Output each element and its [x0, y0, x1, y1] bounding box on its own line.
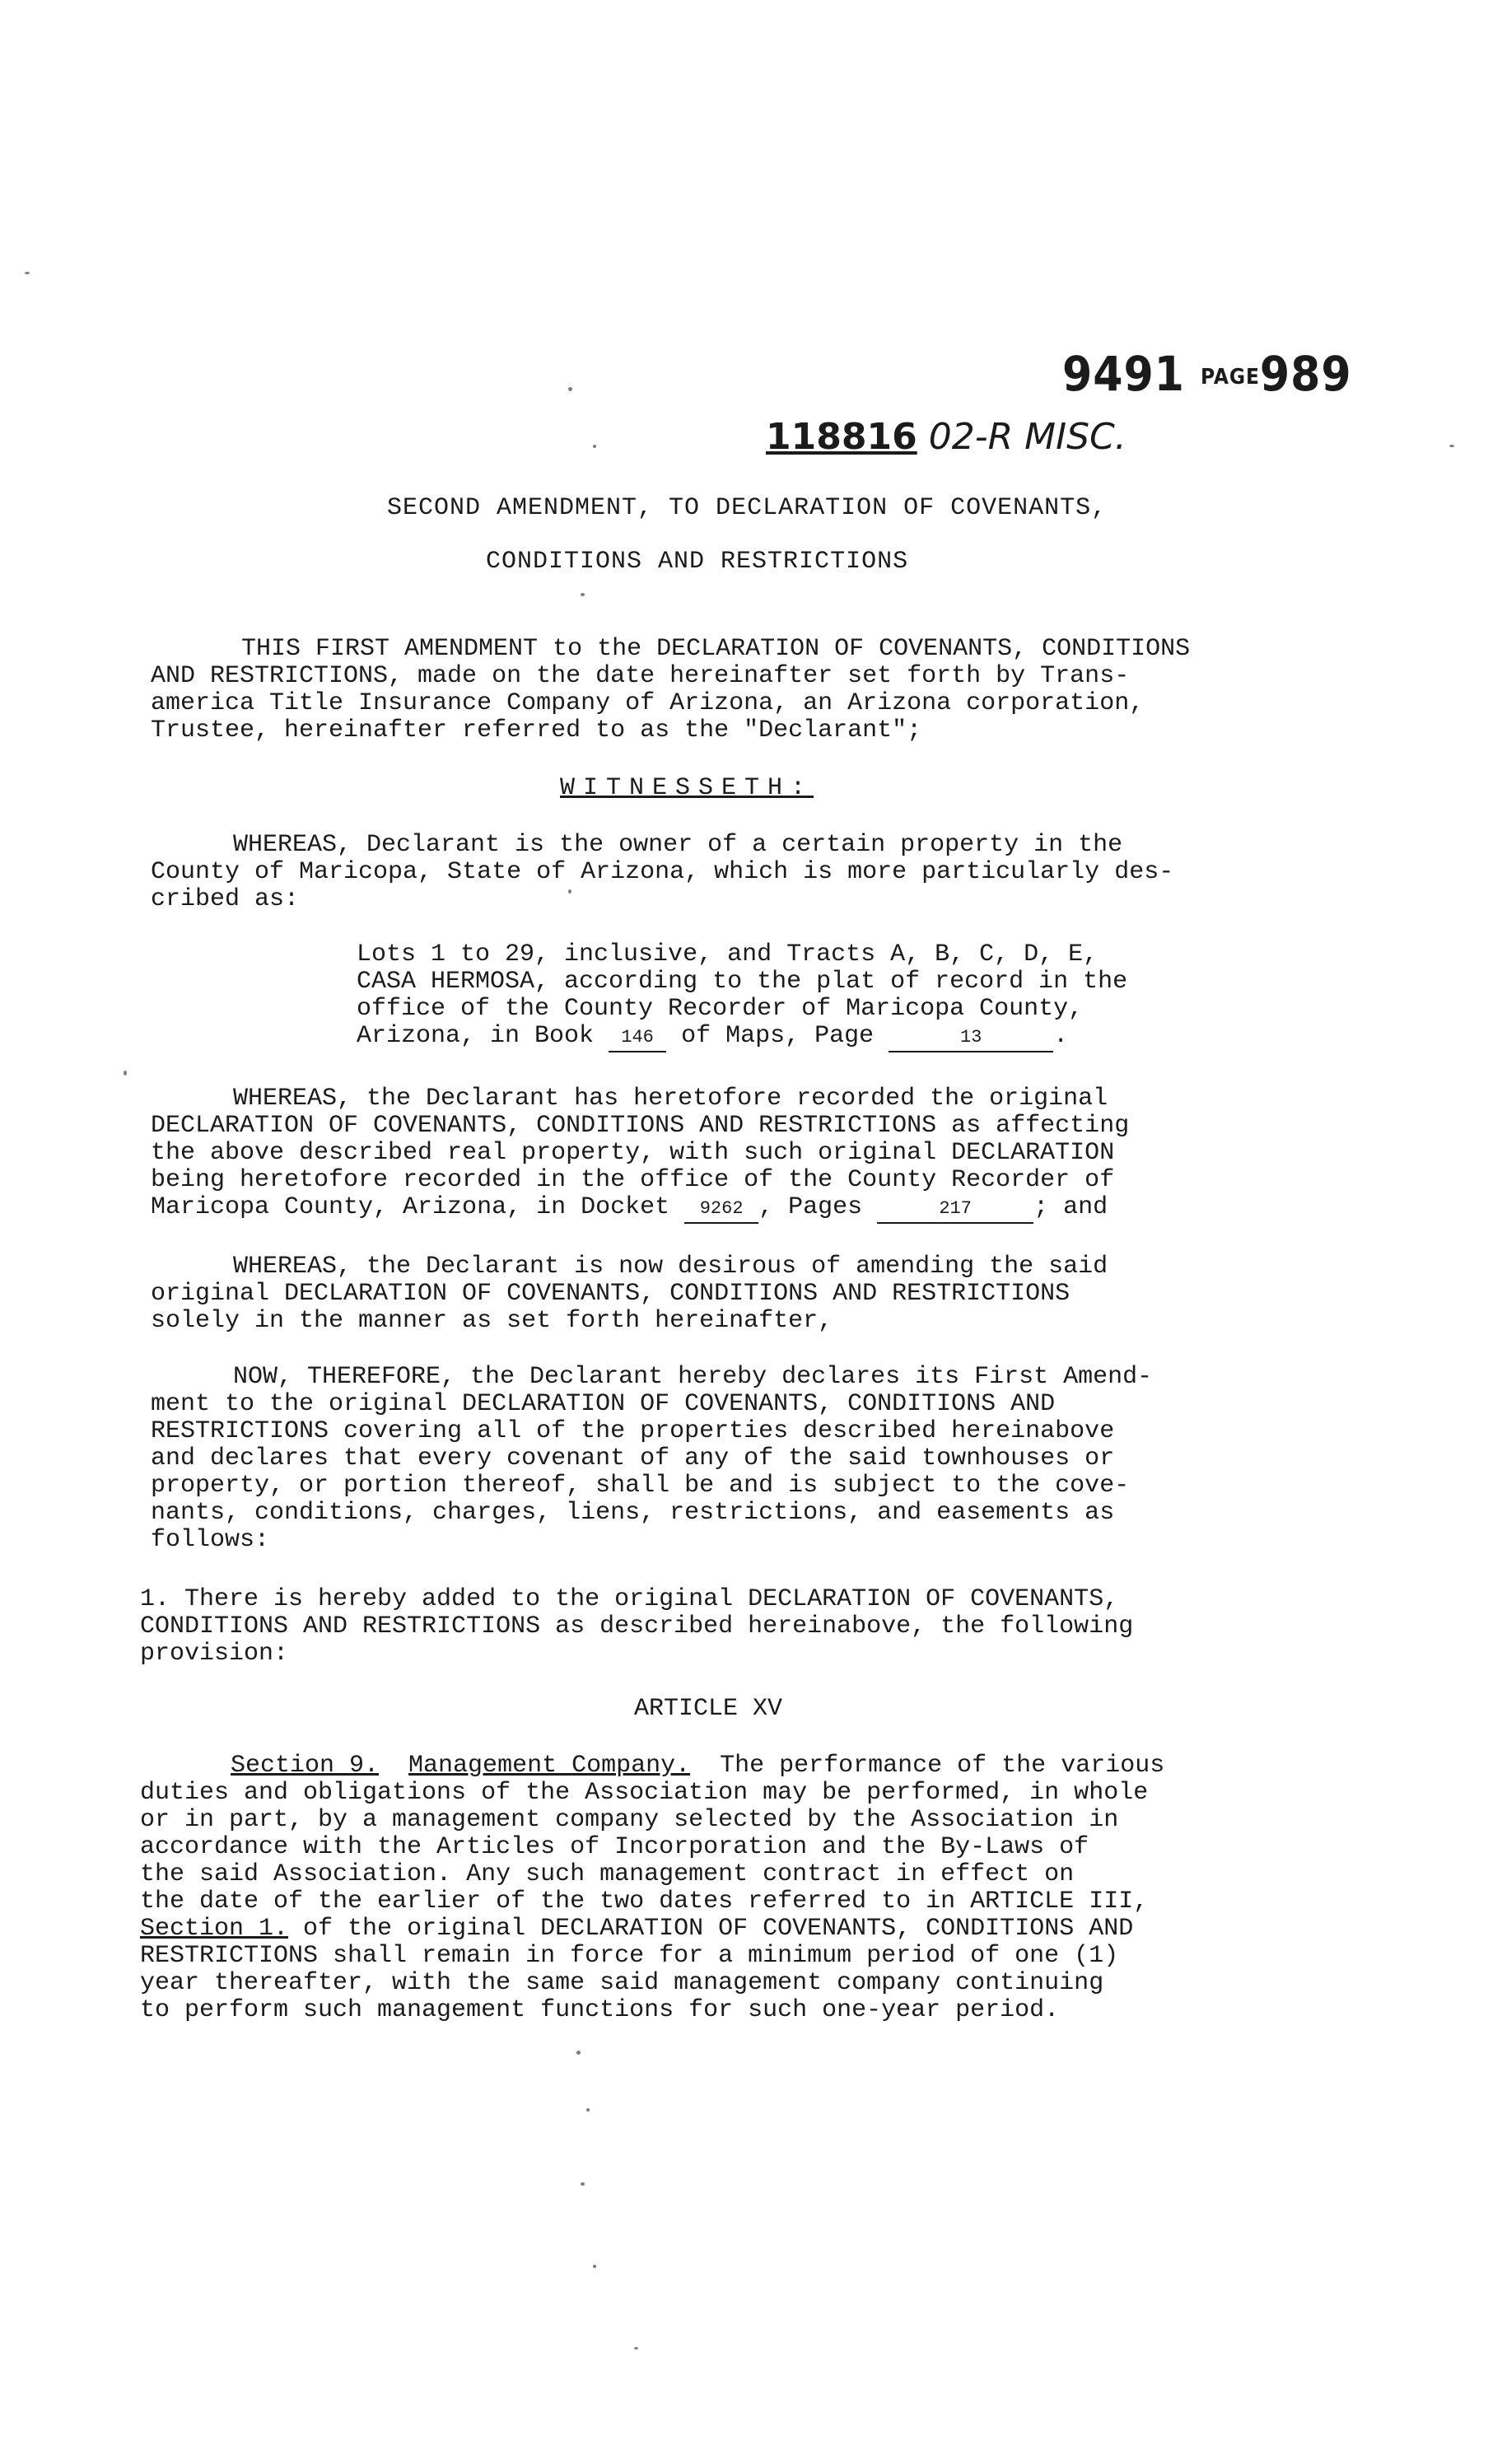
speckle — [593, 2265, 596, 2268]
text-line: being heretofore recorded in the office of the County Recorder of — [151, 1166, 1115, 1194]
legal-description — [357, 941, 1127, 1052]
text-line — [357, 1023, 1127, 1052]
text-line: provision: — [140, 1640, 289, 1668]
witnesseth-heading: WITNESSETH: — [560, 774, 814, 802]
whereas-paragraph-1 — [151, 832, 1173, 913]
text-line: duties and obligations of the Association may be performed, in whole — [140, 1779, 1149, 1807]
document-title-line2: CONDITIONS AND RESTRICTIONS — [486, 548, 909, 576]
text-line: CONDITIONS AND RESTRICTIONS as described hereinabove, the following — [140, 1612, 1134, 1640]
recording-stamp — [1062, 346, 1352, 402]
text-line: RESTRICTIONS covering all of the properties described hereinabove — [151, 1417, 1115, 1445]
docket-reference: 9262 — [684, 1195, 758, 1224]
instrument-code: 02-R MISC. — [928, 416, 1126, 458]
text-line: WHEREAS, the Declarant is now desirous of amending the said — [233, 1253, 1108, 1281]
text-line: NOW, THEREFORE, the Declarant hereby declares its First Amend- — [233, 1363, 1153, 1391]
text-fragment: Arizona, in Book — [357, 1022, 595, 1050]
text-line: nants, conditions, charges, liens, restrictions, and easements as — [151, 1499, 1115, 1527]
text-line: ment to the original DECLARATION OF COVENANTS, CONDITIONS AND — [151, 1390, 1056, 1418]
instrument-stamp — [766, 416, 1126, 458]
text-fragment: . — [1053, 1022, 1069, 1050]
text-line: 1. There is hereby added to the original DECLARATION OF COVENANTS, — [140, 1585, 1119, 1613]
text-line: DECLARATION OF COVENANTS, CONDITIONS AND RESTRICTIONS as affecting — [151, 1112, 1130, 1140]
text-line: and declares that every covenant of any of the said townhouses or — [151, 1444, 1115, 1472]
book-number: 146 — [609, 1024, 666, 1052]
text-line: RESTRICTIONS shall remain in force for a minimum period of one (1) — [140, 1942, 1119, 1970]
text-fragment: of Maps, Page — [681, 1022, 875, 1050]
text-line: County of Maricopa, State of Arizona, which is more particularly des- — [151, 858, 1174, 886]
item-1-paragraph — [140, 1586, 1133, 1668]
text-line: accordance with the Articles of Incorporation and the By-Laws of — [140, 1833, 1089, 1861]
text-line: original DECLARATION OF COVENANTS, CONDITIONS AND RESTRICTIONS — [151, 1280, 1071, 1308]
text-line: AND RESTRICTIONS, made on the date hereinafter set forth by Trans- — [151, 662, 1130, 690]
text-line: office of the County Recorder of Maricopa County, — [357, 995, 1084, 1023]
text-line: Trustee, hereinafter referred to as the "Declarant"; — [151, 716, 922, 744]
speckle — [581, 593, 585, 596]
section-reference: Section 1. — [140, 1915, 289, 1943]
text-line: THIS FIRST AMENDMENT to the DECLARATION OF COVENANTS, CONDITIONS — [241, 635, 1191, 663]
text-line — [151, 1194, 1129, 1224]
text-line — [140, 1916, 1164, 1943]
text-line: year thereafter, with the same said management company continuing — [140, 1969, 1104, 1997]
speckle — [581, 2182, 585, 2186]
text-fragment: Maricopa County, Arizona, in Docket — [151, 1193, 670, 1221]
text-line: solely in the manner as set forth hereinafter, — [151, 1307, 833, 1335]
speckle — [586, 2108, 590, 2112]
text-fragment: , Pages — [758, 1193, 863, 1221]
text-line: Lots 1 to 29, inclusive, and Tracts A, B, C, D, E, — [357, 940, 1099, 968]
text-line: america Title Insurance Company of Arizona, an Arizona corporation, — [151, 689, 1145, 717]
plat-page-number: 13 — [889, 1024, 1053, 1052]
text-line: the said Association. Any such management contract in effect on — [140, 1860, 1075, 1888]
text-line: the date of the earlier of the two dates referred to in ARTICLE III, — [140, 1888, 1149, 1916]
article-heading: ARTICLE XV — [634, 1695, 783, 1723]
text-fragment: of the original DECLARATION OF COVENANTS, CONDITIONS AND — [303, 1915, 1134, 1943]
text-line: WHEREAS, Declarant is the owner of a certain property in the — [233, 831, 1123, 859]
text-line — [140, 1752, 1164, 1780]
text-line: or in part, by a management company selected by the Association in — [140, 1806, 1119, 1834]
text-line: WHEREAS, the Declarant has heretofore recorded the original — [233, 1085, 1108, 1113]
docket-number: 9491 — [1062, 346, 1185, 402]
text-line: follows: — [151, 1526, 270, 1554]
speckle — [124, 1071, 127, 1076]
instrument-number: 118816 — [766, 416, 917, 458]
whereas-paragraph-2 — [151, 1085, 1129, 1224]
text-line: to perform such management functions for such one-year period. — [140, 1996, 1060, 2024]
speckle — [634, 2347, 638, 2350]
page-number: 989 — [1259, 346, 1352, 402]
pages-reference: 217 — [877, 1195, 1033, 1224]
speckle — [576, 2051, 581, 2055]
speckle — [1449, 445, 1454, 447]
intro-paragraph — [151, 636, 1190, 744]
document-title-line1: SECOND AMENDMENT, TO DECLARATION OF COVENANTS, — [387, 494, 1108, 522]
page-prefix: PAGE — [1200, 364, 1260, 390]
section-label: Section 9. — [231, 1752, 380, 1780]
speckle — [25, 272, 30, 274]
speckle — [593, 445, 596, 448]
whereas-paragraph-3 — [151, 1253, 1108, 1335]
text-fragment: ; and — [1033, 1193, 1108, 1221]
section-heading: Management Company. — [408, 1752, 691, 1780]
text-line: CASA HERMOSA, according to the plat of record in the — [357, 968, 1128, 996]
speckle — [568, 387, 572, 391]
text-line: the above described real property, with such original DECLARATION — [151, 1139, 1115, 1167]
section-9-paragraph — [140, 1752, 1164, 2024]
text-line: cribed as: — [151, 885, 300, 913]
text-fragment: The performance of the various — [720, 1752, 1165, 1780]
now-therefore-paragraph — [151, 1364, 1152, 1554]
speckle — [568, 889, 571, 894]
text-line: property, or portion thereof, shall be and is subject to the cove- — [151, 1472, 1130, 1500]
